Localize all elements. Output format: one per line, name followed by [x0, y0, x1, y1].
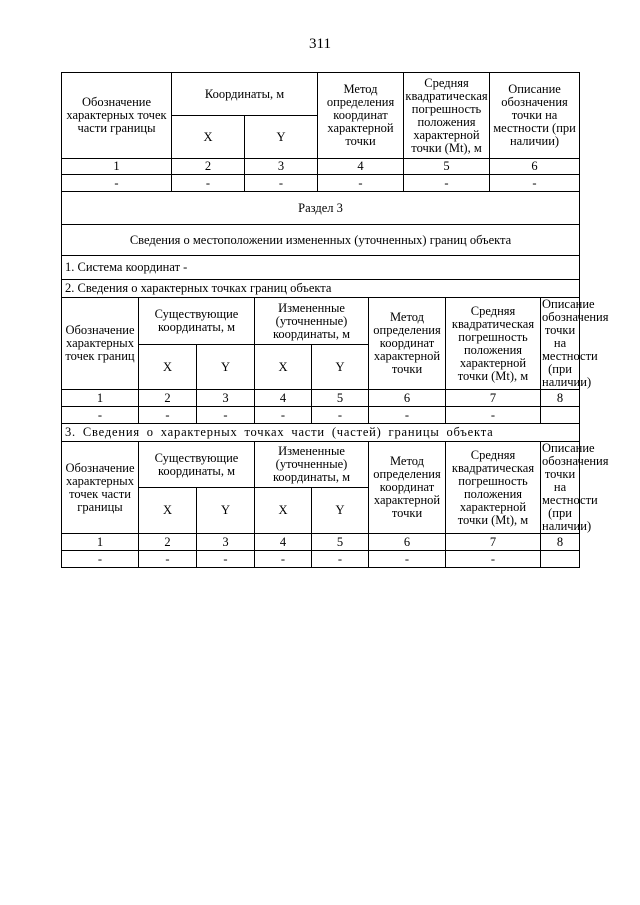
table-cell: -: [312, 551, 369, 568]
header-y-changed: Y: [312, 488, 369, 534]
header-error: Средняя квадратическая погрешность положения характерной точки (Mt), м: [404, 73, 490, 159]
document-body: [61, 72, 609, 568]
col-number: 3: [245, 159, 318, 175]
table-cell: -: [318, 175, 404, 192]
col-number: 3: [197, 534, 255, 551]
header-x-changed: X: [255, 488, 312, 534]
table-cell: -: [404, 175, 490, 192]
col-number: 1: [62, 390, 139, 407]
subsection-2-title: 2. Сведения о характерных точках границ объекта: [62, 280, 580, 298]
table-row: [62, 551, 580, 568]
col-number: 5: [404, 159, 490, 175]
header-y-changed: Y: [312, 345, 369, 390]
table-cell: [541, 407, 580, 424]
header-designation: Обозначение характерных точек части границы: [62, 442, 139, 534]
table-cell: -: [255, 551, 312, 568]
table-cell: -: [197, 407, 255, 424]
header-method: Метод определения координат характерной точки: [369, 298, 446, 390]
col-number: 6: [369, 534, 446, 551]
col-number: 5: [312, 534, 369, 551]
table-cell: -: [369, 551, 446, 568]
table-cell: -: [62, 175, 172, 192]
header-error: Средняя квадратическая погрешность положения характерной точки (Mt), м: [446, 442, 541, 534]
table-cell: -: [172, 175, 245, 192]
col-number: 6: [369, 390, 446, 407]
col-number: 8: [541, 534, 580, 551]
table-cell: -: [446, 407, 541, 424]
table-cell: -: [62, 407, 139, 424]
section-title: Раздел 3: [62, 192, 580, 225]
col-number: 2: [172, 159, 245, 175]
header-y-existing: Y: [197, 345, 255, 390]
page-number: 311: [309, 36, 331, 52]
col-number: 7: [446, 534, 541, 551]
col-number: 4: [318, 159, 404, 175]
table-part-boundary-points-changed: [61, 441, 609, 568]
header-description: Описание обозначения точки на местности (при наличии): [542, 297, 609, 389]
col-number: 1: [62, 159, 172, 175]
header-existing-coordinates: Существующие координаты, м: [139, 442, 255, 488]
table-cell: -: [446, 551, 541, 568]
header-x: X: [172, 116, 245, 159]
coordinate-system: 1. Система координат -: [62, 256, 580, 280]
table-row: [62, 407, 580, 424]
table-cell: -: [490, 175, 580, 192]
header-description: Описание обозначения точки на местности (при наличии): [490, 73, 580, 159]
col-number: 3: [197, 390, 255, 407]
table-row: [62, 390, 580, 407]
table-cell: -: [62, 551, 139, 568]
table-boundary-points: [61, 297, 609, 442]
col-number: 1: [62, 534, 139, 551]
table-row: [62, 175, 580, 192]
header-coordinates: Координаты, м: [172, 73, 318, 116]
table-cell: -: [139, 551, 197, 568]
col-number: 2: [139, 390, 197, 407]
col-number: 7: [446, 390, 541, 407]
table-cell: -: [245, 175, 318, 192]
table-cell: -: [197, 551, 255, 568]
table-cell: [541, 551, 580, 568]
header-description: Описание обозначения точки на местности (при наличии): [542, 441, 609, 533]
header-existing-coordinates: Существующие координаты, м: [139, 298, 255, 345]
col-number: 5: [312, 390, 369, 407]
header-changed-coordinates: Измененные (уточненные) координаты, м: [255, 442, 369, 488]
table-part-boundary-points: [61, 72, 580, 298]
header-error: Средняя квадратическая погрешность положения характерной точки (Mt), м: [446, 298, 541, 390]
table-cell: -: [255, 407, 312, 424]
table-row: [62, 534, 580, 551]
header-x-existing: X: [139, 345, 197, 390]
col-number: 2: [139, 534, 197, 551]
header-designation: Обозначение характерных точек границ: [62, 298, 139, 390]
header-changed-coordinates: Измененные (уточненные) координаты, м: [255, 298, 369, 345]
header-x-existing: X: [139, 488, 197, 534]
col-number: 4: [255, 390, 312, 407]
table-cell: -: [369, 407, 446, 424]
header-y-existing: Y: [197, 488, 255, 534]
col-number: 4: [255, 534, 312, 551]
header-y: Y: [245, 116, 318, 159]
subsection-3-title: 3. Сведения о характерных точках части (частей) границы объекта: [62, 424, 580, 442]
table-cell: -: [312, 407, 369, 424]
header-method: Метод определения координат характерной точки: [318, 73, 404, 159]
col-number: 8: [541, 390, 580, 407]
header-method: Метод определения координат характерной точки: [369, 442, 446, 534]
table-row: [62, 159, 580, 175]
section-subtitle: Сведения о местоположении измененных (уточненных) границ объекта: [62, 225, 580, 256]
header-designation: Обозначение характерных точек части границы: [62, 73, 172, 159]
col-number: 6: [490, 159, 580, 175]
header-x-changed: X: [255, 345, 312, 390]
table-cell: -: [139, 407, 197, 424]
